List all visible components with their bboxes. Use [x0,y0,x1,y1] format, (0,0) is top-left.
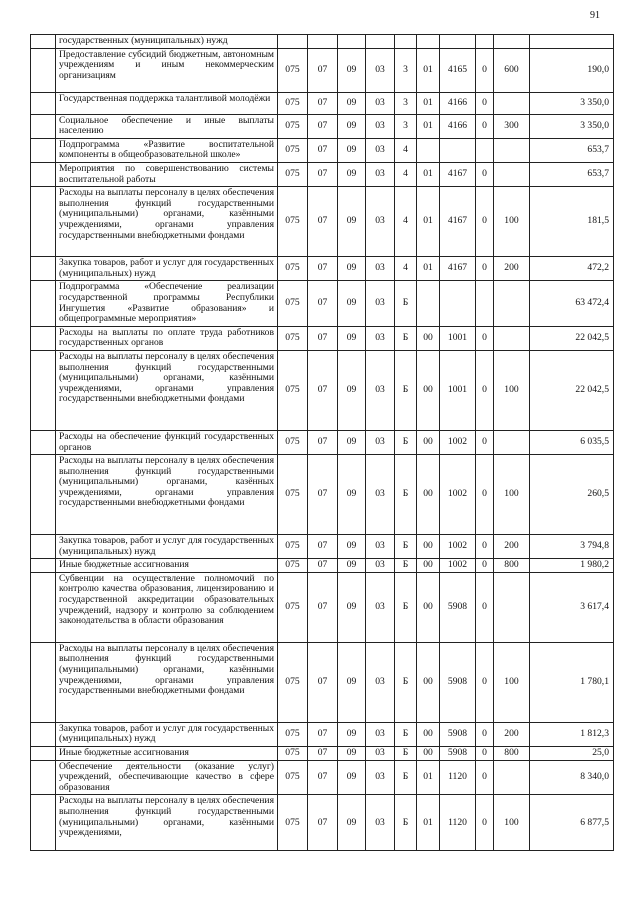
row-code-cell-c7: 5908 [440,747,476,761]
row-amount-cell: 1 812,3 [530,722,614,746]
row-amount-cell: 190,0 [530,48,614,92]
row-name-cell: государственных (муниципальных) нужд [56,35,278,49]
row-code-cell-c3: 09 [338,326,366,350]
row-code-cell-c1: 075 [278,350,308,430]
row-code-cell-c7: 4167 [440,187,476,257]
row-index-cell [31,760,56,795]
row-index-cell [31,722,56,746]
row-name-cell: Расходы на выплаты персоналу в целях обеспечения выполнения функций государственными (муниципальными) органами, казёнными учреждениями, органами управления государственными внебюджетными фондами [56,350,278,430]
row-code-cell-c9: 200 [494,722,530,746]
table-row [31,114,614,138]
row-code-cell-c9: 100 [494,350,530,430]
row-amount-cell: 653,7 [530,162,614,186]
row-code-cell-c3: 09 [338,162,366,186]
row-amount-cell: 3 794,8 [530,535,614,559]
row-amount-cell: 653,7 [530,138,614,162]
row-code-cell-c7: 1002 [440,535,476,559]
row-code-cell-c1: 075 [278,795,308,851]
row-code-cell-c5: Б [395,722,417,746]
row-name-cell: Иные бюджетные ассигнования [56,747,278,761]
row-code-cell-c5: 4 [395,257,417,281]
row-name-cell: Мероприятия по совершенствованию системы воспитательной работы [56,162,278,186]
row-code-cell-c1 [278,35,308,49]
row-code-cell-c7 [440,281,476,326]
row-code-cell-c5: 4 [395,187,417,257]
row-code-cell-c2: 07 [308,795,338,851]
row-code-cell-c6: 00 [417,430,440,454]
row-code-cell-c9: 100 [494,795,530,851]
row-code-cell-c4: 03 [366,559,395,573]
row-index-cell [31,535,56,559]
table-row [31,257,614,281]
row-code-cell-c7: 1002 [440,559,476,573]
row-index-cell [31,642,56,722]
row-code-cell-c4: 03 [366,326,395,350]
row-index-cell [31,92,56,114]
row-code-cell-c1: 075 [278,760,308,795]
row-code-cell-c2: 07 [308,187,338,257]
row-code-cell-c8: 0 [476,430,494,454]
row-name-cell: Закупка товаров, работ и услуг для государственных (муниципальных) нужд [56,257,278,281]
row-code-cell-c4: 03 [366,48,395,92]
row-name-cell: Подпрограмма «Обеспечение реализации государственной программы Республики Ингушетия «Развитие образования» и общепрограммные мероприятия» [56,281,278,326]
row-code-cell-c4: 03 [366,138,395,162]
row-code-cell-c1: 075 [278,162,308,186]
table-row [31,455,614,535]
row-code-cell-c6: 01 [417,187,440,257]
table-row [31,572,614,642]
row-code-cell-c7: 1002 [440,430,476,454]
row-code-cell-c2: 07 [308,535,338,559]
row-code-cell-c4: 03 [366,350,395,430]
row-code-cell-c4: 03 [366,760,395,795]
row-index-cell [31,795,56,851]
row-index-cell [31,162,56,186]
row-code-cell-c8: 0 [476,722,494,746]
row-code-cell-c8: 0 [476,455,494,535]
row-code-cell-c1: 075 [278,48,308,92]
row-index-cell [31,138,56,162]
table-row [31,722,614,746]
row-code-cell-c1: 075 [278,114,308,138]
row-name-cell: Расходы на обеспечение функций государственных органов [56,430,278,454]
row-code-cell-c8: 0 [476,187,494,257]
row-code-cell-c8: 0 [476,326,494,350]
row-code-cell-c9 [494,430,530,454]
row-code-cell-c3: 09 [338,455,366,535]
row-code-cell-c2: 07 [308,257,338,281]
row-code-cell-c6 [417,281,440,326]
row-code-cell-c8: 0 [476,114,494,138]
row-code-cell-c3: 09 [338,114,366,138]
table-row [31,559,614,573]
row-code-cell-c1: 075 [278,430,308,454]
row-code-cell-c7: 4166 [440,114,476,138]
table-row [31,747,614,761]
row-code-cell-c9 [494,35,530,49]
row-code-cell-c6: 01 [417,795,440,851]
table-row [31,281,614,326]
row-amount-cell: 25,0 [530,747,614,761]
row-code-cell-c4: 03 [366,795,395,851]
row-code-cell-c8 [476,138,494,162]
row-code-cell-c1: 075 [278,572,308,642]
row-code-cell-c5: 3 [395,114,417,138]
row-code-cell-c4: 03 [366,535,395,559]
row-code-cell-c7: 4167 [440,257,476,281]
row-code-cell-c5: Б [395,795,417,851]
row-code-cell-c4: 03 [366,162,395,186]
row-code-cell-c7: 1120 [440,760,476,795]
row-code-cell-c9: 100 [494,642,530,722]
row-amount-cell [530,35,614,49]
row-code-cell-c9 [494,572,530,642]
row-code-cell-c2: 07 [308,138,338,162]
row-code-cell-c6: 01 [417,114,440,138]
row-code-cell-c6 [417,138,440,162]
row-index-cell [31,48,56,92]
row-code-cell-c1: 075 [278,92,308,114]
row-code-cell-c9 [494,326,530,350]
row-code-cell-c4: 03 [366,187,395,257]
row-code-cell-c1: 075 [278,326,308,350]
row-code-cell-c2 [308,35,338,49]
row-code-cell-c3: 09 [338,722,366,746]
row-code-cell-c1: 075 [278,559,308,573]
row-code-cell-c7 [440,138,476,162]
row-code-cell-c8: 0 [476,535,494,559]
row-code-cell-c6: 00 [417,722,440,746]
row-index-cell [31,257,56,281]
row-code-cell-c1: 075 [278,455,308,535]
row-name-cell: Государственная поддержка талантливой молодёжи [56,92,278,114]
table-row [31,92,614,114]
row-code-cell-c1: 075 [278,138,308,162]
row-code-cell-c1: 075 [278,257,308,281]
page-number: 91 [590,10,600,21]
row-code-cell-c6: 00 [417,642,440,722]
row-code-cell-c3: 09 [338,795,366,851]
row-code-cell-c3: 09 [338,760,366,795]
row-code-cell-c1: 075 [278,642,308,722]
row-code-cell-c4: 03 [366,430,395,454]
row-code-cell-c6: 00 [417,350,440,430]
row-code-cell-c8: 0 [476,747,494,761]
row-index-cell [31,747,56,761]
row-code-cell-c7: 5908 [440,642,476,722]
row-code-cell-c3: 09 [338,92,366,114]
row-code-cell-c6: 00 [417,747,440,761]
table-row [31,642,614,722]
row-code-cell-c3: 09 [338,642,366,722]
row-code-cell-c9 [494,760,530,795]
row-name-cell: Расходы на выплаты персоналу в целях обеспечения выполнения функций государственными (муниципальными) органами, казёнными учреждениями, органами управления государственными внебюджетными фондами [56,187,278,257]
row-code-cell-c9: 200 [494,257,530,281]
row-code-cell-c6: 00 [417,535,440,559]
row-index-cell [31,114,56,138]
row-code-cell-c2: 07 [308,430,338,454]
row-amount-cell: 1 980,2 [530,559,614,573]
row-code-cell-c8: 0 [476,642,494,722]
row-code-cell-c9 [494,138,530,162]
row-code-cell-c5: Б [395,350,417,430]
row-code-cell-c8: 0 [476,48,494,92]
row-code-cell-c3: 09 [338,138,366,162]
row-code-cell-c5: Б [395,747,417,761]
table-row [31,162,614,186]
row-code-cell-c5: Б [395,535,417,559]
table-row [31,35,614,49]
row-code-cell-c7: 4165 [440,48,476,92]
row-code-cell-c4: 03 [366,114,395,138]
row-index-cell [31,35,56,49]
row-code-cell-c6: 01 [417,257,440,281]
row-code-cell-c4: 03 [366,642,395,722]
table-row [31,48,614,92]
row-code-cell-c2: 07 [308,747,338,761]
row-code-cell-c2: 07 [308,559,338,573]
row-code-cell-c5: Б [395,572,417,642]
row-index-cell [31,187,56,257]
row-amount-cell: 472,2 [530,257,614,281]
row-code-cell-c7: 1001 [440,326,476,350]
row-code-cell-c7: 1001 [440,350,476,430]
row-code-cell-c8: 0 [476,92,494,114]
row-code-cell-c9: 100 [494,187,530,257]
row-code-cell-c4: 03 [366,92,395,114]
row-code-cell-c7: 4166 [440,92,476,114]
row-code-cell-c3: 09 [338,281,366,326]
row-code-cell-c2: 07 [308,92,338,114]
row-code-cell-c8 [476,35,494,49]
row-name-cell: Социальное обеспечение и иные выплаты населению [56,114,278,138]
row-code-cell-c6: 01 [417,162,440,186]
row-code-cell-c4: 03 [366,572,395,642]
row-code-cell-c5: Б [395,642,417,722]
row-code-cell-c7 [440,35,476,49]
row-code-cell-c6: 01 [417,760,440,795]
row-code-cell-c8: 0 [476,350,494,430]
row-code-cell-c7: 5908 [440,722,476,746]
row-code-cell-c1: 075 [278,187,308,257]
table-row [31,138,614,162]
table-row [31,795,614,851]
row-code-cell-c6: 00 [417,572,440,642]
row-name-cell: Закупка товаров, работ и услуг для государственных (муниципальных) нужд [56,535,278,559]
row-code-cell-c8: 0 [476,257,494,281]
row-index-cell [31,430,56,454]
row-code-cell-c3: 09 [338,430,366,454]
row-code-cell-c9: 200 [494,535,530,559]
row-amount-cell: 3 350,0 [530,114,614,138]
row-name-cell: Расходы на выплаты персоналу в целях обеспечения выполнения функций государственными (муниципальными) органами, казённых учреждениями, органами управления государственными внебюджетными фондами [56,455,278,535]
row-code-cell-c2: 07 [308,162,338,186]
row-code-cell-c2: 07 [308,48,338,92]
row-amount-cell: 6 035,5 [530,430,614,454]
row-code-cell-c9: 600 [494,48,530,92]
row-code-cell-c8: 0 [476,559,494,573]
row-code-cell-c6: 00 [417,326,440,350]
table-row [31,535,614,559]
row-code-cell-c2: 07 [308,642,338,722]
row-code-cell-c3: 09 [338,559,366,573]
row-code-cell-c5: Б [395,430,417,454]
row-code-cell-c2: 07 [308,114,338,138]
row-code-cell-c9: 800 [494,559,530,573]
row-code-cell-c9 [494,281,530,326]
row-code-cell-c5: 3 [395,48,417,92]
row-code-cell-c8 [476,281,494,326]
row-code-cell-c6: 01 [417,48,440,92]
row-index-cell [31,455,56,535]
row-name-cell: Подпрограмма «Развитие воспитательной компоненты в общеобразовательной школе» [56,138,278,162]
row-code-cell-c1: 075 [278,722,308,746]
row-code-cell-c1: 075 [278,281,308,326]
row-name-cell: Закупка товаров, работ и услуг для государственных (муниципальных) нужд [56,722,278,746]
row-code-cell-c2: 07 [308,281,338,326]
row-amount-cell: 22 042,5 [530,326,614,350]
row-code-cell-c6 [417,35,440,49]
row-index-cell [31,281,56,326]
row-code-cell-c5: Б [395,760,417,795]
budget-table [30,34,614,851]
row-name-cell: Предоставление субсидий бюджетным, автономным учреждениям и иным некоммерческим организациям [56,48,278,92]
table-row [31,350,614,430]
row-code-cell-c2: 07 [308,350,338,430]
table-row [31,187,614,257]
row-code-cell-c3: 09 [338,572,366,642]
table-row [31,430,614,454]
row-code-cell-c1: 075 [278,535,308,559]
row-code-cell-c9: 800 [494,747,530,761]
row-code-cell-c5 [395,35,417,49]
row-code-cell-c3: 09 [338,535,366,559]
row-name-cell: Расходы на выплаты по оплате труда работников государственных органов [56,326,278,350]
row-name-cell: Иные бюджетные ассигнования [56,559,278,573]
row-code-cell-c5: Б [395,281,417,326]
row-amount-cell: 63 472,4 [530,281,614,326]
row-code-cell-c9 [494,162,530,186]
row-amount-cell: 3 617,4 [530,572,614,642]
row-index-cell [31,326,56,350]
row-code-cell-c9 [494,92,530,114]
row-amount-cell: 260,5 [530,455,614,535]
row-code-cell-c5: Б [395,559,417,573]
row-code-cell-c2: 07 [308,326,338,350]
row-code-cell-c5: 3 [395,92,417,114]
row-name-cell: Субвенции на осуществление полномочий по контролю качества образования, лицензированию и государственной аккредитации образовательных учреждений, надзору и контролю за соблюдением законодательства в области образования [56,572,278,642]
row-code-cell-c4: 03 [366,747,395,761]
row-code-cell-c8: 0 [476,572,494,642]
row-code-cell-c2: 07 [308,760,338,795]
row-code-cell-c3: 09 [338,257,366,281]
row-amount-cell: 22 042,5 [530,350,614,430]
row-index-cell [31,350,56,430]
row-code-cell-c5: Б [395,455,417,535]
row-code-cell-c9: 300 [494,114,530,138]
row-amount-cell: 1 780,1 [530,642,614,722]
row-code-cell-c8: 0 [476,162,494,186]
row-code-cell-c3: 09 [338,350,366,430]
row-index-cell [31,559,56,573]
row-amount-cell: 8 340,0 [530,760,614,795]
row-code-cell-c4: 03 [366,455,395,535]
row-code-cell-c4 [366,35,395,49]
row-code-cell-c5: 4 [395,162,417,186]
row-code-cell-c8: 0 [476,795,494,851]
row-code-cell-c2: 07 [308,572,338,642]
row-name-cell: Обеспечение деятельности (оказание услуг) учреждений, обеспечивающие качество в сфере образования [56,760,278,795]
row-amount-cell: 181,5 [530,187,614,257]
row-code-cell-c7: 1002 [440,455,476,535]
row-amount-cell: 3 350,0 [530,92,614,114]
row-code-cell-c3: 09 [338,48,366,92]
row-index-cell [31,572,56,642]
row-code-cell-c1: 075 [278,747,308,761]
table-row [31,760,614,795]
row-name-cell: Расходы на выплаты персоналу в целях обеспечения выполнения функций государственными (муниципальными) органами, казёнными учреждениями, органами управления государственными внебюджетными фондами [56,642,278,722]
row-code-cell-c4: 03 [366,722,395,746]
row-code-cell-c7: 1120 [440,795,476,851]
row-code-cell-c4: 03 [366,281,395,326]
row-name-cell: Расходы на выплаты персоналу в целях обеспечения выполнения функций государственными (муниципальными) органами, казёнными учреждениями, [56,795,278,851]
row-code-cell-c2: 07 [308,722,338,746]
row-amount-cell: 6 877,5 [530,795,614,851]
row-code-cell-c7: 4167 [440,162,476,186]
row-code-cell-c5: 4 [395,138,417,162]
row-code-cell-c9: 100 [494,455,530,535]
row-code-cell-c5: Б [395,326,417,350]
row-code-cell-c7: 5908 [440,572,476,642]
table-row [31,326,614,350]
row-code-cell-c6: 00 [417,559,440,573]
row-code-cell-c8: 0 [476,760,494,795]
row-code-cell-c6: 00 [417,455,440,535]
row-code-cell-c4: 03 [366,257,395,281]
row-code-cell-c3: 09 [338,747,366,761]
row-code-cell-c3 [338,35,366,49]
row-code-cell-c3: 09 [338,187,366,257]
row-code-cell-c2: 07 [308,455,338,535]
row-code-cell-c6: 01 [417,92,440,114]
